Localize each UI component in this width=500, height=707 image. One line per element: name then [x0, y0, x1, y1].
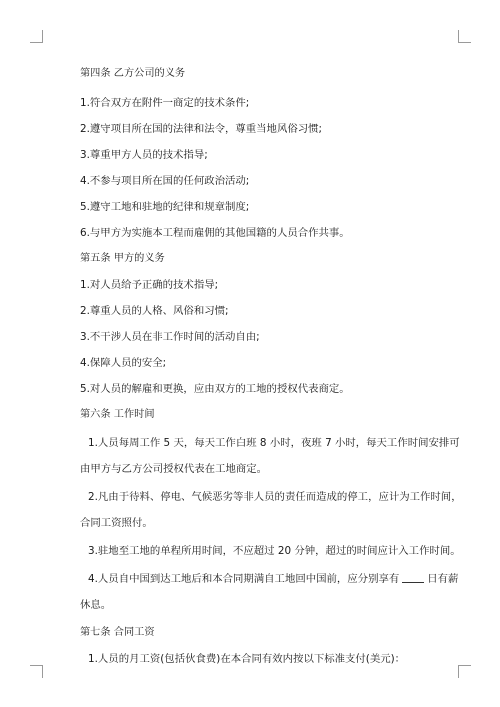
- section-6-para-4-line-1: [88, 572, 458, 586]
- section-4-item-3: 3.尊重甲方人员的技术指导;: [80, 149, 208, 161]
- section-4-title: 第四条 乙方公司的义务: [80, 68, 186, 79]
- section-6-para-4-line-2: 休息。: [80, 599, 112, 611]
- section-6-title: 第六条 工作时间: [80, 409, 155, 420]
- fill-in-blank: [402, 572, 424, 583]
- section-4-item-6: 6.与甲方为实施本工程而雇佣的其他国籍的人员合作共事。: [80, 227, 350, 239]
- section-5-title: 第五条 甲方的义务: [80, 253, 165, 264]
- section-5-item-1: 1.对人员给予正确的技术指导;: [80, 279, 219, 291]
- section-5-item-5: 5.对人员的解雇和更换，应由双方的工地的授权代表商定。: [80, 383, 350, 395]
- section-4-item-1: 1.符合双方在附件一商定的技术条件;: [80, 97, 250, 109]
- section-7-title: 第七条 合同工资: [80, 627, 155, 638]
- section-6-para-1-line-1: 1.人员每周工作 5 天，每天工作白班 8 小时，夜班 7 小时，每天工作时间安排可: [88, 437, 460, 449]
- section-4-item-5: 5.遵守工地和驻地的纪律和规章制度;: [80, 201, 250, 213]
- crop-mark-bottom-right: [458, 665, 471, 678]
- section-7-para-1: 1.人员的月工资(包括伙食费)在本合同有效内按以下标准支付(美元)：: [88, 653, 406, 665]
- section-6-para-4-text-a: 4.人员自中国到达工地后和本合同期满自工地回中国前，应分别享有: [88, 573, 400, 585]
- section-6-para-2-line-2: 合同工资照付。: [80, 517, 153, 529]
- section-6-para-4-text-b: 日有薪: [427, 573, 459, 585]
- crop-mark-top-right: [458, 30, 471, 43]
- section-6-para-2-line-1: 2.凡由于待料、停电、气候恶劣等非人员的责任而造成的停工，应计为工作时间，: [88, 491, 462, 503]
- section-5-item-2: 2.尊重人员的人格、风俗和习惯;: [80, 305, 229, 317]
- section-4-item-4: 4.不参与项目所在国的任何政治活动;: [80, 175, 250, 187]
- crop-mark-top-left: [30, 30, 43, 43]
- crop-mark-bottom-left: [30, 665, 43, 678]
- section-5-item-3: 3.不干涉人员在非工作时间的活动自由;: [80, 331, 260, 343]
- section-5-item-4: 4.保障人员的安全;: [80, 357, 167, 369]
- section-4-item-2: 2.遵守项目所在国的法律和法令，尊重当地风俗习惯;: [80, 123, 323, 135]
- section-6-para-3: 3.驻地至工地的单程所用时间，不应超过 20 分钟，超过的时间应计入工作时间。: [88, 545, 461, 557]
- section-6-para-1-line-2: 由甲方与乙方公司授权代表在工地商定。: [80, 463, 268, 475]
